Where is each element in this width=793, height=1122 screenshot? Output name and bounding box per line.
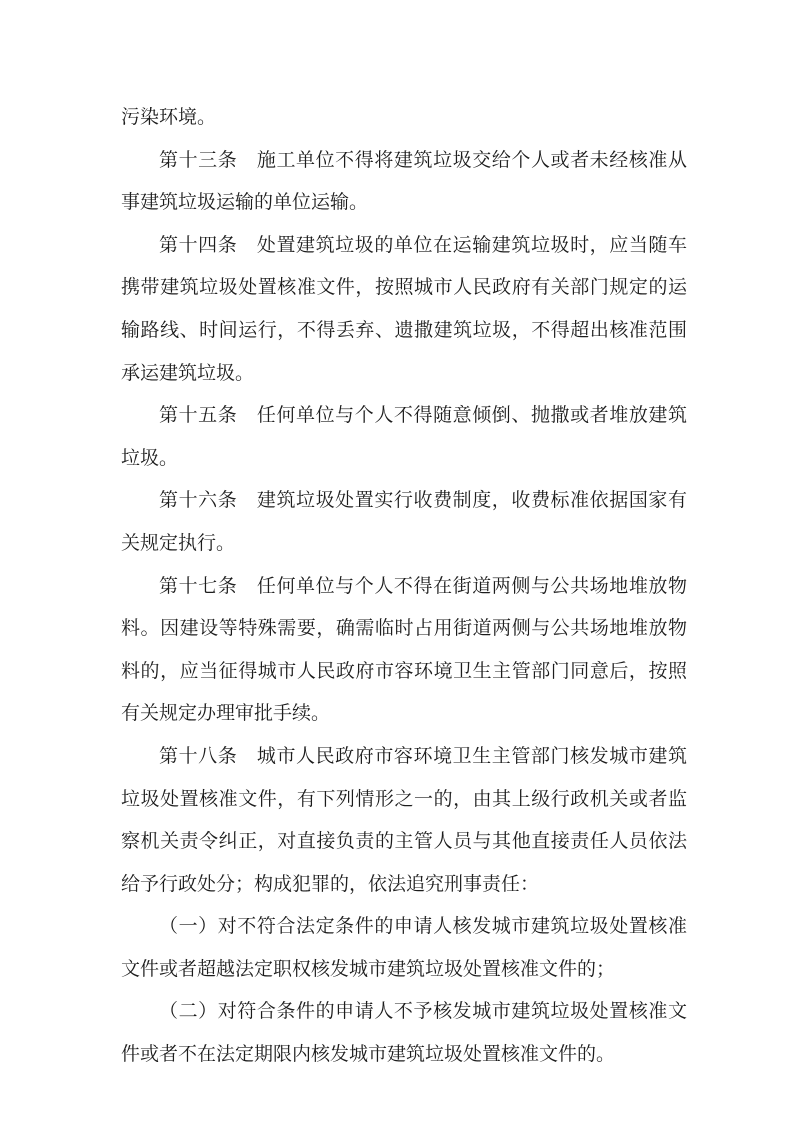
document-text-block [121, 97, 687, 1077]
article-18-item-1: （一）对不符合法定条件的申请人核发城市建筑垃圾处置核准文件或者超越法定职权核发城市建筑垃圾处置核准文件的； [121, 916, 687, 980]
article-18-item-2: （二）对符合条件的申请人不予核发城市建筑垃圾处置核准文件或者不在法定期限内核发城市建筑垃圾处置核准文件的。 [121, 1001, 687, 1066]
article-16: 第十六条 建筑垃圾处置实行收费制度，收费标准依据国家有关规定执行。 [121, 490, 687, 554]
article-14: 第十四条 处置建筑垃圾的单位在运输建筑垃圾时，应当随车携带建筑垃圾处置核准文件，按照城市人民政府有关部门规定的运输路线、时间运行，不得丢弃、遗撒建筑垃圾，不得超出核准范围承运建筑垃圾。 [121, 234, 687, 384]
paragraph-continuation: 污染环境。 [121, 107, 217, 128]
article-15: 第十五条 任何单位与个人不得随意倾倒、抛撒或者堆放建筑垃圾。 [121, 405, 687, 469]
article-18: 第十八条 城市人民政府市容环境卫生主管部门核发城市建筑垃圾处置核准文件，有下列情形之一的，由其上级行政机关或者监察机关责令纠正，对直接负责的主管人员与其他直接责任人员依法给予行政处分；构成犯罪的，依法追究刑事责任： [121, 745, 687, 895]
article-17: 第十七条 任何单位与个人不得在街道两侧与公共场地堆放物料。因建设等特殊需要，确需临时占用街道两侧与公共场地堆放物料的，应当征得城市人民政府市容环境卫生主管部门同意后，按照有关规定办理审批手续。 [121, 575, 687, 725]
article-13: 第十三条 施工单位不得将建筑垃圾交给个人或者未经核准从事建筑垃圾运输的单位运输。 [121, 149, 687, 214]
